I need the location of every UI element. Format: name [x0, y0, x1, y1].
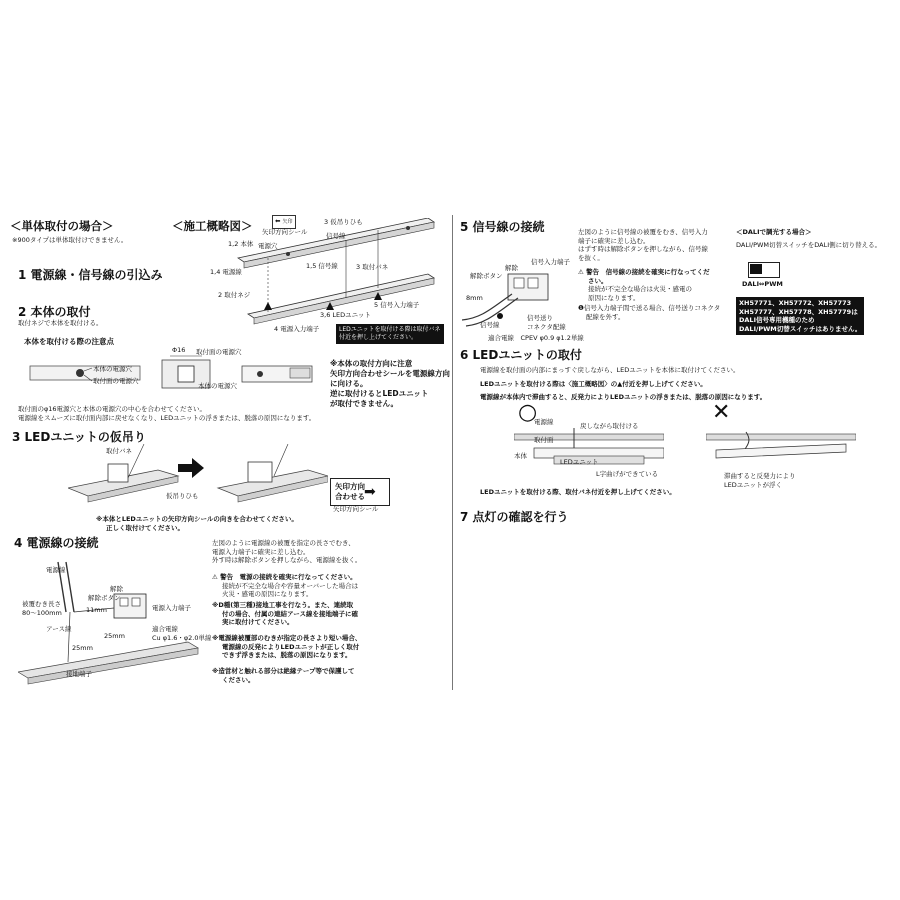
- arrow-right-icon: ➡: [364, 484, 376, 500]
- single-install-title: ＜単体取付の場合＞: [10, 219, 114, 233]
- overview-title: ＜施工概略図＞: [172, 219, 253, 233]
- overview-power-terminal-label: 4 電源入力端子: [274, 325, 320, 333]
- ok-line-label: 電源線: [534, 418, 554, 426]
- dali-title: ＜DALIで調光する場合＞: [736, 228, 812, 236]
- dali-switch: [748, 262, 780, 278]
- dali-switch-label: DALI⇔PWM: [742, 280, 783, 288]
- step4-wire-spec: 適合電線 Cu φ1.6・φ2.0単線: [152, 625, 212, 642]
- step2-caution-title: 本体を取付ける際の注意点: [24, 337, 114, 346]
- warning-triangle-icon: ⚠: [578, 268, 587, 276]
- ok-body-label: 本体: [514, 452, 527, 460]
- step5-heading: 5 信号線の接続: [460, 220, 545, 234]
- ok-mark: ○: [518, 400, 538, 425]
- overview-led-unit-label: 3,6 LEDユニット: [320, 311, 371, 319]
- step5-release-label: 解除: [505, 264, 518, 272]
- arrow-direction-box: 矢印方向 合わせる: [330, 478, 390, 506]
- overview-sticker: ⬅ 矢印: [272, 215, 296, 229]
- step4-25mm-label: 25mm: [104, 632, 125, 640]
- step4-11mm-label: 11mm: [86, 606, 107, 614]
- ng-label: 滞曲すると反発力により LEDユニットが浮く: [724, 472, 796, 489]
- step5-spec: 適合電線 CPEV φ0.9 φ1.2単線: [488, 334, 584, 342]
- step6-text: 電源線を取付面の内部にまっすぐ戻しながら、LEDユニットを本体に取付けてください。: [480, 366, 740, 374]
- step5-signal-terminal-label: 信号入力端子: [531, 258, 570, 266]
- fig-body-hole-label: 本体の電源穴: [93, 365, 132, 373]
- overview-signal-label: 1,5 信号線: [306, 262, 338, 270]
- overview-power-line-label: 1,4 電源線: [210, 268, 242, 276]
- step7-heading: 7 点灯の確認を行う: [460, 510, 569, 524]
- step6-ng-figure: [706, 430, 856, 470]
- dali-notice-box: XH57771、XH57772、XH57773 XH57777、XH57778、XH57779は DALI信号専用機種のため DALI/PWM切替スイッチはありません。: [736, 297, 864, 335]
- overview-signal-line-label: 信号線: [326, 232, 346, 240]
- overview-signal-terminal-label: 5 信号入力端子: [374, 301, 420, 309]
- step5-text: 左図のように信号線の被覆をむき、信号入力 端子に確実に差し込む。 はずす時は解除ボタンを押しながら、信号線 を抜く。: [578, 228, 708, 262]
- step3-cord-label: 仮吊りひも: [166, 492, 199, 500]
- step6-footer: LEDユニットを取付ける際、取付バネ付近を押し上げてください。: [480, 488, 676, 496]
- warning-triangle-icon: ⚠: [212, 573, 221, 581]
- step5-note: ❶信号入力端子間で送る場合、信号送りコネクタ 配線を外す。: [578, 304, 721, 321]
- step2-body: 取付面のφ16電源穴と本体の電源穴の中心を合わせてください。 電源線をスムーズに取付面内部に戻せなくなり、LEDユニットの浮きまたは、脱落の原因になります。: [18, 405, 316, 422]
- overview-cord-label: 3 仮吊りひも: [324, 218, 363, 226]
- step4-warning-1: ⚠ 警告 電源の接続を確実に行なってください。 接続が不完全な場合や容量オーバーした場合は 火災・感電の原因になります。: [212, 573, 359, 598]
- overview-body-label: 1,2 本体: [228, 240, 254, 248]
- step4-25mm-label-2: 25mm: [72, 644, 93, 652]
- step3-spring-label: 取付バネ: [106, 447, 132, 455]
- step6-bold-2: 電源線が本体内で滞曲すると、反発力によりLEDユニットの浮きまたは、脱落の原因になります。: [480, 393, 767, 401]
- step2-description: 取付ネジで本体を取付ける。: [18, 319, 103, 327]
- step4-warning-4: ※造営材と触れる部分は絶縁テープ等で保護して ください。: [212, 667, 355, 684]
- step4-unlock-label: 解除: [110, 585, 123, 593]
- step5-warning: ⚠ 警告 信号線の接続を確実に行なってくだ さい。 接続が不完全な場合は火災・感電の 原因になります。: [578, 268, 710, 302]
- overview-screw-label: 2 取付ネジ: [218, 291, 251, 299]
- step4-line-label: 電源線: [46, 566, 66, 574]
- step6-bold-1: LEDユニットを取付ける際は〈施工概略図〉の▲付近を押し上げてください。: [480, 380, 707, 388]
- fig-body-hole-label-2: 本体の電源穴: [198, 382, 237, 390]
- ng-mark: ✕: [712, 400, 731, 425]
- step4-warning-3: ※電源線被覆部のむきが指定の長さより短い場合、 電源線の反発によりLEDユニットが正しく取付 できず浮きまたは、脱落の原因になります。: [212, 634, 362, 659]
- step1-heading: 1 電源線・信号線の引込み: [18, 268, 163, 282]
- step4-warning-2: ※D種(第三種)接地工事を行なう。また、連続取 付の場合、付属の連結アース線を接地端子に確 実に取付けてください。: [212, 601, 358, 626]
- fig-surface-hole-label-2: 取付面の電源穴: [196, 348, 242, 356]
- step2-figure: [20, 348, 330, 404]
- overview-warning-box: LEDユニットを取付ける際は取付バネ 付近を押し上げてください。: [336, 324, 444, 344]
- step2-heading: 2 本体の取付: [18, 305, 91, 319]
- step5-8mm-label: 8mm: [466, 294, 483, 302]
- step4-terminal-label: 電源入力端子: [152, 604, 191, 612]
- overview-sticker-label: 矢印方向シール: [262, 228, 308, 236]
- fig-phi16-label: Φ16: [172, 346, 186, 354]
- step4-text: 左図のように電源線の被覆を指定の長さでむき、 電源入力端子に確実に差し込む。 外す時は解除ボタンを押しながら、電源線を抜く。: [212, 539, 362, 564]
- arrow-left-icon: ⬅: [275, 217, 283, 225]
- step3-heading: 3 LEDユニットの仮吊り: [12, 430, 146, 444]
- fig-surface-hole-label: 取付面の電源穴: [93, 377, 139, 385]
- ok-surface-label: 取付面: [534, 436, 554, 444]
- step4-earth-label: アース線: [46, 625, 72, 633]
- step4-earth-terminal-label: 接地端子: [66, 670, 92, 678]
- column-divider: [452, 215, 453, 690]
- step3-note: ※本体とLEDユニットの矢印方向シールの向きを合わせてください。 正しく取付けてください。: [96, 515, 298, 532]
- step5-release-btn-label: 解除ボタン: [470, 272, 503, 280]
- step6-heading: 6 LEDユニットの取付: [460, 348, 582, 362]
- step4-heading: 4 電源線の接続: [14, 536, 99, 550]
- ok-bend-label: L字曲げができている: [596, 470, 659, 478]
- ok-unit-label: LEDユニット: [560, 458, 599, 466]
- step5-conn-label: 信号送り コネクタ配線: [527, 314, 566, 331]
- overview-spring-label: 3 取付バネ: [356, 263, 389, 271]
- step4-strip-label: 被覆むき長さ 80〜100mm: [22, 600, 62, 617]
- step2-notice: ※本体の取付方向に注意 矢印方向合わせシールを電源線方向 に向ける。 逆に取付けるとLEDユニット が取付できません。: [330, 359, 450, 408]
- overview-power-hole-label: 電源穴: [258, 242, 278, 250]
- dali-description: DALI/PWM切替スイッチをDALI側に切り替える。: [736, 241, 882, 249]
- single-install-note: ※900タイプは単体取付けできません。: [12, 236, 128, 244]
- step4-release-btn-label: 解除ボタン: [88, 594, 121, 602]
- step5-signal-label: 信号線: [480, 321, 500, 329]
- ok-push-label: 戻しながら取付ける: [580, 422, 639, 430]
- arrow-direction-caption: 矢印方向シール: [333, 505, 379, 513]
